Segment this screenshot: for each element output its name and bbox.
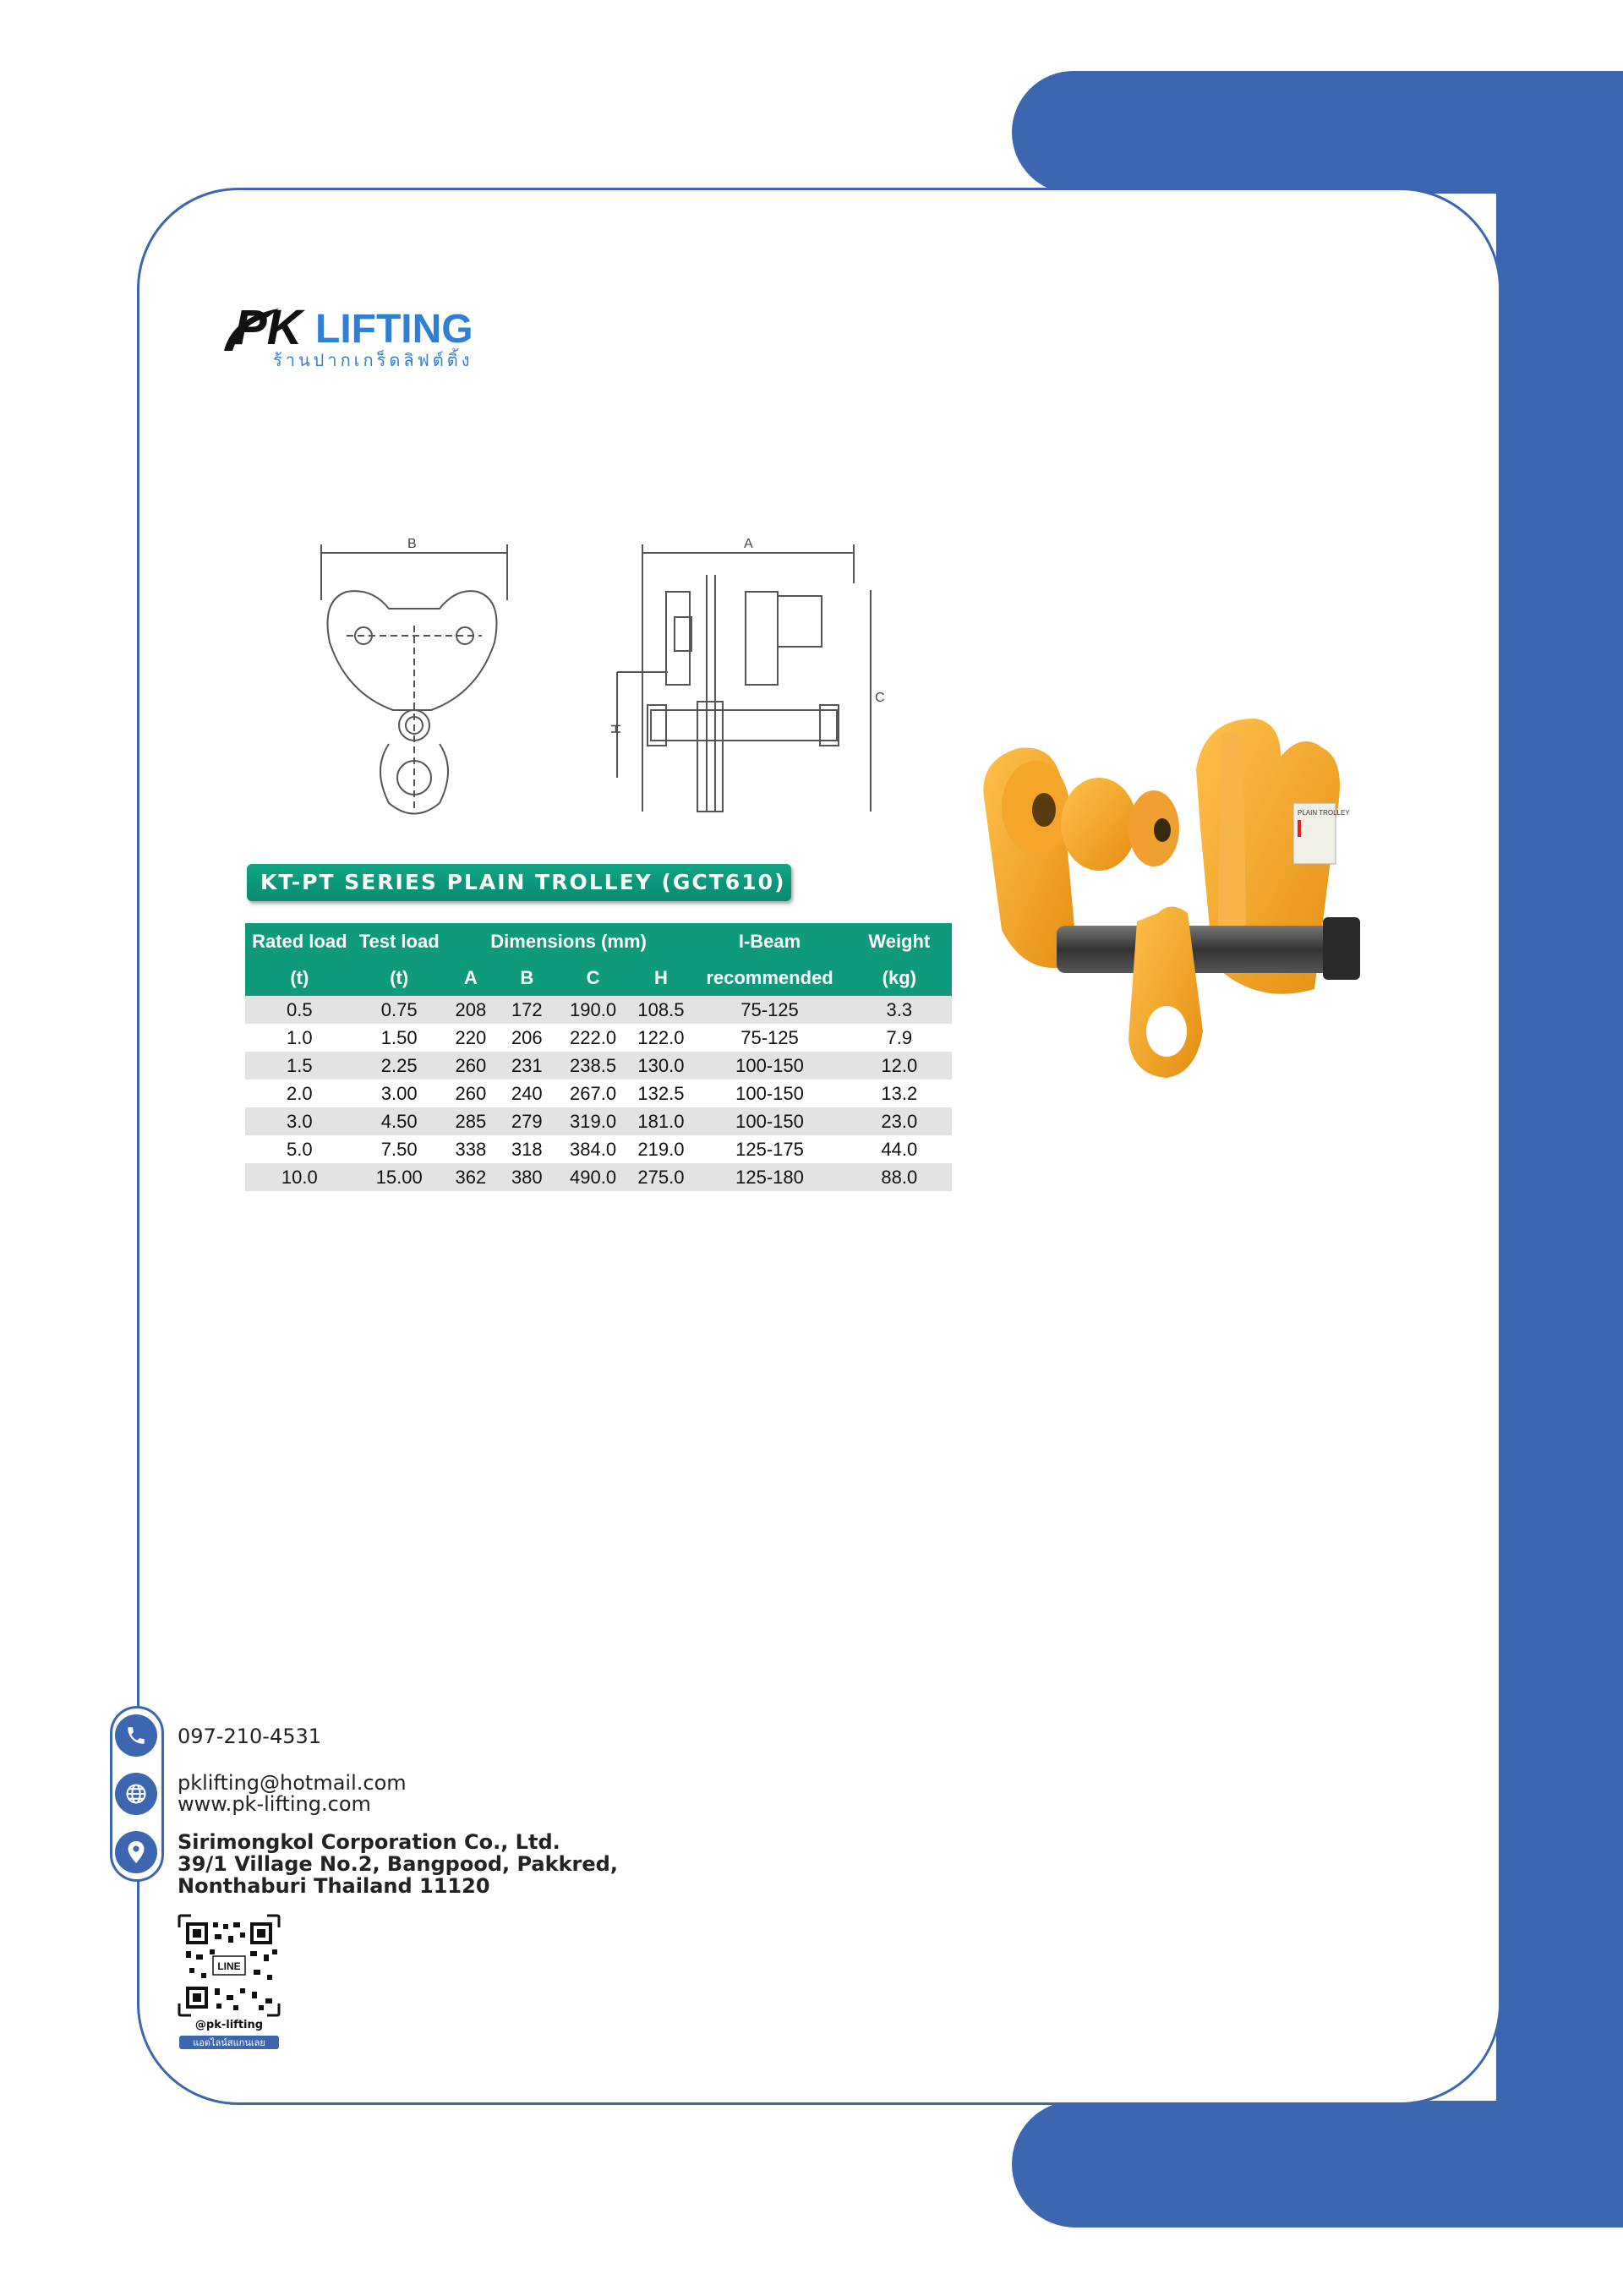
- table-cell: 2.0: [245, 1080, 354, 1107]
- website-url[interactable]: www.pk-lifting.com: [178, 1792, 371, 1816]
- table-cell: 1.5: [245, 1052, 354, 1080]
- table-cell: 44.0: [847, 1135, 952, 1163]
- product-title: KT-PT SERIES PLAIN TROLLEY (GCT610): [247, 864, 791, 901]
- table-cell: 220: [445, 1024, 497, 1052]
- line-handle: @pk-lifting: [194, 2019, 264, 2031]
- table-cell: 100-150: [692, 1052, 846, 1080]
- table-cell: 100-150: [692, 1107, 846, 1135]
- table-cell: 1.50: [354, 1024, 445, 1052]
- table-cell: 231: [497, 1052, 557, 1080]
- table-cell: 3.0: [245, 1107, 354, 1135]
- line-qr-code[interactable]: [178, 1914, 281, 2049]
- col-dim-a: A: [445, 960, 497, 996]
- col-weight-unit: (kg): [847, 960, 952, 996]
- table-cell: 13.2: [847, 1080, 952, 1107]
- table-cell: 3.3: [847, 996, 952, 1024]
- table-row: [245, 1024, 952, 1052]
- table-cell: 490.0: [557, 1163, 630, 1191]
- table-cell: 130.0: [629, 1052, 692, 1080]
- table-cell: 12.0: [847, 1052, 952, 1080]
- dimension-label-h: H: [609, 724, 624, 734]
- table-cell: 384.0: [557, 1135, 630, 1163]
- col-test-load-unit: (t): [354, 960, 445, 996]
- table-cell: 238.5: [557, 1052, 630, 1080]
- table-cell: 23.0: [847, 1107, 952, 1135]
- address-line-2: 39/1 Village No.2, Bangpood, Pakkred,: [178, 1852, 618, 1876]
- table-cell: 362: [445, 1163, 497, 1191]
- table-cell: 75-125: [692, 996, 846, 1024]
- company-name: Sirimongkol Corporation Co., Ltd.: [178, 1830, 560, 1854]
- table-row: [245, 1052, 952, 1080]
- pk-lifting-logo: [216, 292, 503, 376]
- svg-text:LIFTING: LIFTING: [315, 307, 473, 352]
- svg-text:ร้านปากเกร็ดลิฟต์ติ้ง: ร้านปากเกร็ดลิฟต์ติ้ง: [273, 350, 473, 370]
- table-cell: 181.0: [629, 1107, 692, 1135]
- phone-icon: [115, 1714, 157, 1757]
- col-test-load: Test load: [354, 923, 445, 960]
- col-ibeam: I-Beam: [692, 923, 846, 960]
- table-cell: 122.0: [629, 1024, 692, 1052]
- top-blue-tab: [1012, 71, 1623, 194]
- table-cell: 7.50: [354, 1135, 445, 1163]
- table-cell: 3.00: [354, 1080, 445, 1107]
- table-cell: 100-150: [692, 1080, 846, 1107]
- qr-line-label: LINE: [217, 1960, 241, 1972]
- address-line-3: Nonthaburi Thailand 11120: [178, 1874, 490, 1898]
- table-header-row: [245, 923, 952, 960]
- table-cell: 125-175: [692, 1135, 846, 1163]
- table-cell: 267.0: [557, 1080, 630, 1107]
- phone-number[interactable]: 097-210-4531: [178, 1725, 322, 1748]
- table-cell: 125-180: [692, 1163, 846, 1191]
- table-cell: 260: [445, 1052, 497, 1080]
- table-cell: 338: [445, 1135, 497, 1163]
- col-dim-b: B: [497, 960, 557, 996]
- dimension-label-c: C: [875, 691, 885, 705]
- table-cell: 219.0: [629, 1135, 692, 1163]
- col-rated-load: Rated load: [245, 923, 354, 960]
- email-address[interactable]: pklifting@hotmail.com: [178, 1771, 407, 1795]
- svg-text:PK: PK: [234, 300, 303, 355]
- table-cell: 260: [445, 1080, 497, 1107]
- table-cell: 319.0: [557, 1107, 630, 1135]
- col-dim-c: C: [557, 960, 630, 996]
- bottom-blue-tab: [1012, 2101, 1623, 2228]
- qr-caption: แอดไลน์สแกนเลย: [193, 2037, 265, 2048]
- table-cell: 275.0: [629, 1163, 692, 1191]
- table-cell: 15.00: [354, 1163, 445, 1191]
- col-rated-load-unit: (t): [245, 960, 354, 996]
- photo-nameplate-label: PLAIN TROLLEY: [1298, 809, 1350, 817]
- table-row: [245, 1135, 952, 1163]
- table-cell: 190.0: [557, 996, 630, 1024]
- dimension-label-b: B: [407, 537, 417, 551]
- table-cell: 285: [445, 1107, 497, 1135]
- table-cell: 108.5: [629, 996, 692, 1024]
- trolley-photo: [976, 710, 1382, 1099]
- front-view-drawing: [313, 533, 516, 820]
- table-cell: 222.0: [557, 1024, 630, 1052]
- table-cell: 75-125: [692, 1024, 846, 1052]
- table-cell: 206: [497, 1024, 557, 1052]
- col-dimensions: Dimensions (mm): [445, 923, 693, 960]
- col-dim-h: H: [629, 960, 692, 996]
- col-weight: Weight: [847, 923, 952, 960]
- table-cell: 0.5: [245, 996, 354, 1024]
- table-cell: 240: [497, 1080, 557, 1107]
- table-cell: 0.75: [354, 996, 445, 1024]
- table-cell: 2.25: [354, 1052, 445, 1080]
- table-cell: 279: [497, 1107, 557, 1135]
- col-ibeam-sub: recommended: [692, 960, 846, 996]
- table-cell: 10.0: [245, 1163, 354, 1191]
- table-cell: 4.50: [354, 1107, 445, 1135]
- table-cell: 88.0: [847, 1163, 952, 1191]
- table-cell: 1.0: [245, 1024, 354, 1052]
- table-row: [245, 1107, 952, 1135]
- table-cell: 132.5: [629, 1080, 692, 1107]
- table-cell: 5.0: [245, 1135, 354, 1163]
- table-subheader-row: [245, 960, 952, 996]
- table-cell: 318: [497, 1135, 557, 1163]
- dimension-label-a: A: [744, 537, 753, 551]
- table-row: [245, 1080, 952, 1107]
- spec-table: [245, 923, 952, 1191]
- globe-icon: [115, 1773, 157, 1815]
- location-pin-icon: [115, 1831, 157, 1873]
- table-cell: 7.9: [847, 1024, 952, 1052]
- background-blue-band: [1496, 71, 1623, 2227]
- table-cell: 208: [445, 996, 497, 1024]
- table-row: [245, 996, 952, 1024]
- table-cell: 380: [497, 1163, 557, 1191]
- side-view-drawing: [609, 533, 888, 828]
- table-cell: 172: [497, 996, 557, 1024]
- table-row: [245, 1163, 952, 1191]
